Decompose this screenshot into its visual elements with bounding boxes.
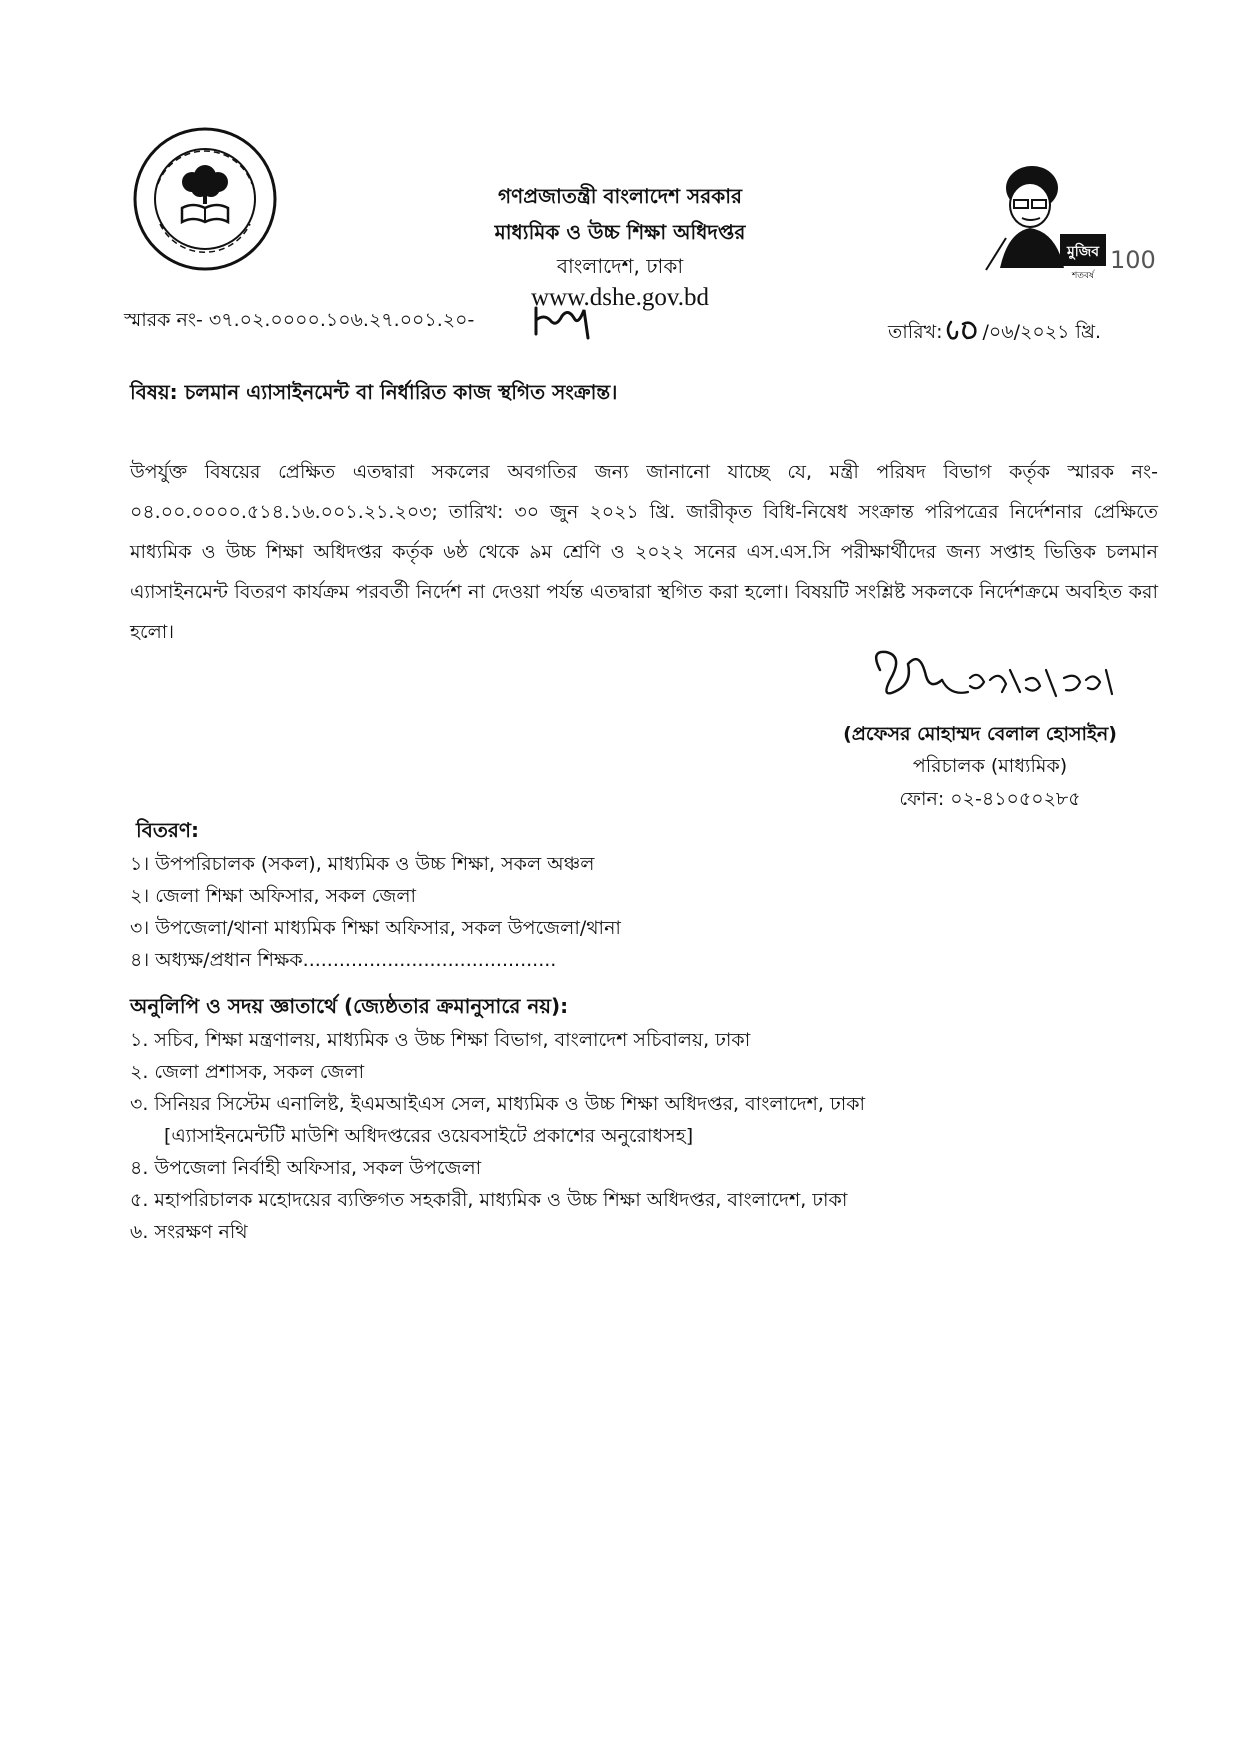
list-item: ৬. সংরক্ষণ নথি bbox=[130, 1221, 248, 1243]
copy-title: অনুলিপি ও সদয় জ্ঞাতার্থে (জ্যেষ্ঠতার ক্রমানুসারে নয়): bbox=[130, 994, 569, 1018]
mujib-100-number: 100 bbox=[1110, 246, 1156, 274]
handwritten-date-day bbox=[943, 316, 983, 342]
subject-line: বিষয়: চলমান এ্যাসাইনমেন্ট বা নির্ধারিত কাজ স্থগিত সংক্রান্ত। bbox=[130, 380, 618, 404]
body-paragraph: উপর্যুক্ত বিষয়ের প্রেক্ষিত এতদ্বারা সকলের অবগতির জন্য জানানো যাচ্ছে যে, মন্ত্রী পরিষদ বিভাগ কর্তৃক স্মারক নং- ০৪.০০.০০০০.৫১৪.১৬.০০১.২১.২০৩; তারিখ: ৩০ জুন ২০২১ খ্রি. জারীকৃত বিধি-নিষেধ সংক্রান্ত পরিপত্রের নির্দেশনার প্রেক্ষিতে মাধ্যমিক ও উচ্চ শিক্ষা অধিদপ্তর কর্তৃক ৬ষ্ঠ থেকে ৯ম শ্রেণি ও ২০২২ সনের এস.এস.সি পরীক্ষার্থীদের জন্য সপ্তাহ ভিত্তিক চলমান এ্যাসাইনমেন্ট বিতরণ কার্যক্রম পরবর্তী নির্দেশ না দেওয়া পর্যন্ত এতদ্বারা স্থগিত করা হলো। বিষয়টি সংশ্লিষ্ট সকলকে নির্দেশক্রমে অবহিত করা হলো। bbox=[130, 461, 1158, 643]
distribution-title: বিতরণ: bbox=[136, 818, 199, 842]
list-item: ৫. মহাপরিচালক মহোদয়ের ব্যক্তিগত সহকারী, মাধ্যমিক ও উচ্চ শিক্ষা অধিদপ্তর, বাংলাদেশ, ঢাকা bbox=[130, 1189, 848, 1211]
list-item: [এ্যাসাইনমেন্টটি মাউশি অধিদপ্তরের ওয়েবসাইটে প্রকাশের অনুরোধসহ] bbox=[164, 1125, 694, 1147]
list-item: ২। জেলা শিক্ষা অফিসার, সকল জেলা bbox=[130, 885, 417, 907]
dshe-seal-logo bbox=[130, 124, 280, 274]
date-rest: /০৬/২০২১ খ্রি. bbox=[982, 321, 1102, 343]
website-text: www.dshe.gov.bd bbox=[531, 284, 709, 311]
mujib-badge-sub: শতবর্ষ bbox=[1071, 271, 1095, 281]
issue-date bbox=[888, 316, 1101, 350]
list-item: ২. জেলা প্রশাসক, সকল জেলা bbox=[130, 1061, 365, 1083]
signatory-name: (প্রফেসর মোহাম্মদ বেলাল হোসাইন) bbox=[843, 723, 1117, 745]
memo-label: স্মারক নং- ৩৭.০২.০০০০.১০৬.২৭.০০১.২০- bbox=[124, 309, 475, 331]
list-item: ৪. উপজেলা নির্বাহী অফিসার, সকল উপজেলা bbox=[130, 1157, 482, 1179]
copy-list bbox=[130, 1024, 865, 1248]
distribution-list bbox=[130, 848, 621, 976]
memo-number bbox=[124, 306, 474, 338]
date-label: তারিখ: bbox=[888, 321, 943, 343]
list-item: ১. সচিব, শিক্ষা মন্ত্রণালয়, মাধ্যমিক ও উচ্চ শিক্ষা বিভাগ, বাংলাদেশ সচিবালয়, ঢাকা bbox=[130, 1029, 751, 1051]
handwritten-memo-number bbox=[530, 294, 600, 342]
signatory-designation: পরিচালক (মাধ্যমিক) bbox=[912, 755, 1068, 777]
handwritten-signature bbox=[850, 640, 1130, 720]
mujib-100-logo bbox=[960, 150, 1160, 290]
government-name: গণপ্রজাতন্ত্রী বাংলাদেশ সরকার bbox=[498, 184, 742, 208]
list-item: ৩. সিনিয়র সিস্টেম এনালিষ্ট, ইএমআইএস সেল, মাধ্যমিক ও উচ্চ শিক্ষা অধিদপ্তর, বাংলাদেশ, ঢাকা bbox=[130, 1093, 866, 1115]
signatory-phone: ফোন: ০২-৪১০৫০২৮৫ bbox=[899, 788, 1081, 810]
directorate-name: মাধ্যমিক ও উচ্চ শিক্ষা অধিদপ্তর bbox=[494, 220, 746, 244]
list-item: ৩। উপজেলা/থানা মাধ্যমিক শিক্ষা অফিসার, সকল উপজেলা/থানা bbox=[130, 917, 621, 939]
list-item: ১। উপপরিচালক (সকল), মাধ্যমিক ও উচ্চ শিক্ষা, সকল অঞ্চল bbox=[130, 853, 595, 875]
list-item: ৪। অধ্যক্ষ/প্রধান শিক্ষক.......................................... bbox=[130, 949, 557, 971]
office-location: বাংলাদেশ, ঢাকা bbox=[556, 254, 684, 278]
mujib-badge-text: মুজিব bbox=[1066, 244, 1100, 260]
